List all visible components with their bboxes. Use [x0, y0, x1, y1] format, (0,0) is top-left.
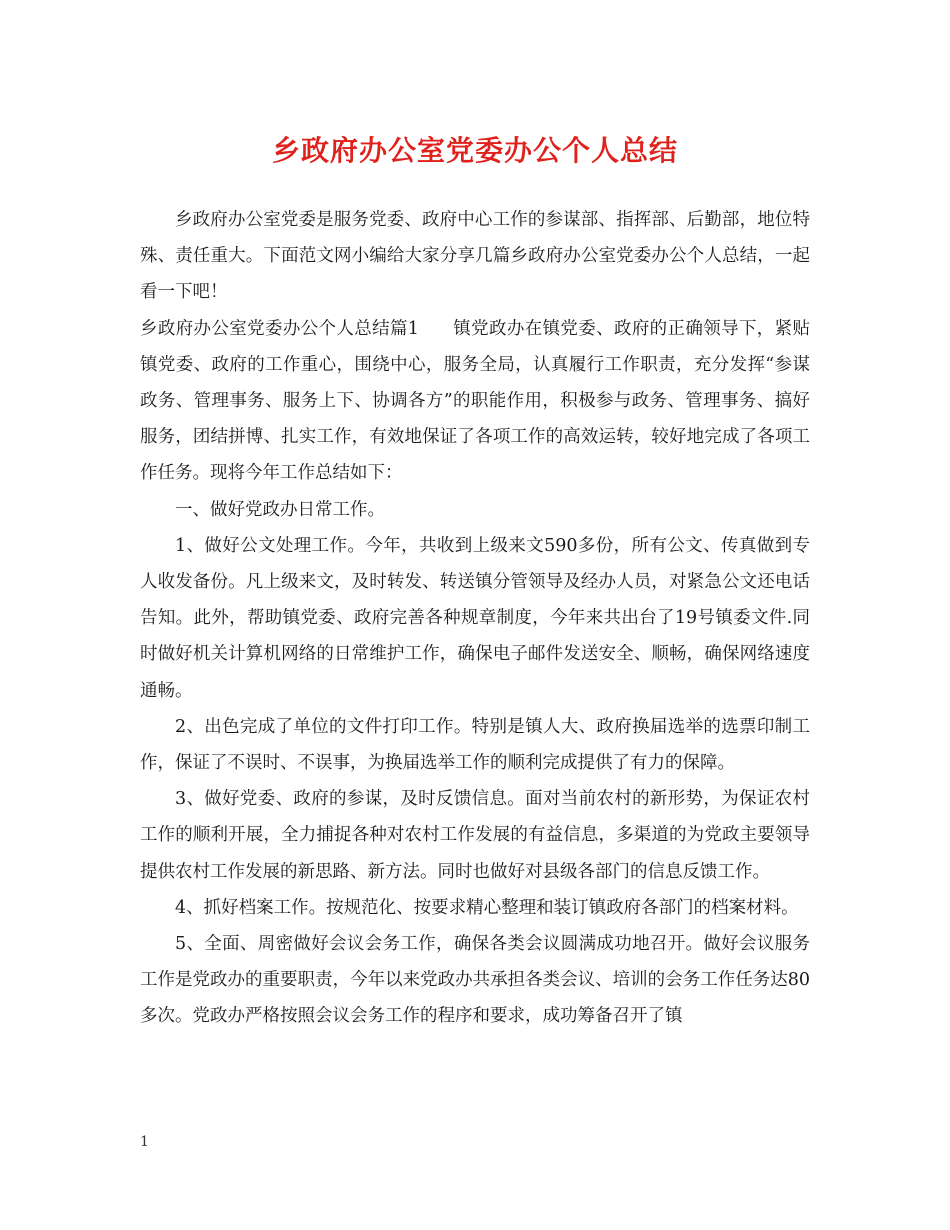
document-body	[140, 202, 810, 1035]
item-4-paragraph: 4、抓好档案工作。按规范化、按要求精心整理和装订镇政府各部门的档案材料。	[175, 897, 799, 918]
page-number: 1	[140, 1134, 149, 1150]
item-3-paragraph: 3、做好党委、政府的参谋，及时反馈信息。面对当前农村的新形势，为保证农村工作的顺利开展，全力捕捉各种对农村工作发展的有益信息，多渠道的为党政主要领导提供农村工作发展的新思路、新方法。同时也做好对县级各部门的信息反馈工作。	[140, 789, 810, 882]
item-5-paragraph: 5、全面、周密做好会议会务工作，确保各类会议圆满成功地召开。做好会议服务工作是党政办的重要职责，今年以来党政办共承担各类会议、培训的会务工作任务达80多次。党政办严格按照会议会务工作的程序和要求，成功筹备召开了镇	[140, 934, 810, 1027]
section-paragraph	[140, 311, 810, 492]
item-2-paragraph: 2、出色完成了单位的文件打印工作。特别是镇人大、政府换届选举的选票印制工作，保证了不误时、不误事，为换届选举工作的顺利完成提供了有力的保障。	[140, 716, 810, 774]
document-title: 乡政府办公室党委办公个人总结	[271, 134, 678, 167]
section-body: 镇党政办在镇党委、政府的正确领导下，紧贴镇党委、政府的工作重心，围绕中心，服务全局，认真履行工作职责，充分发挥“参谋政务、管理事务、服务上下、协调各方”的职能作用，积极参与政务、管理事务、搞好服务，团结拼博、扎实工作，有效地保证了各项工作的高效运转，较好地完成了各项工作任务。现将今年工作总结如下：	[140, 318, 810, 484]
heading-daily-work: 一、做好党政办日常工作。	[175, 499, 385, 520]
item-1-paragraph: 1、做好公文处理工作。今年，共收到上级来文590多份，所有公文、传真做到专人收发备份。凡上级来文，及时转发、转送镇分管领导及经办人员，对紧急公文还电话告知。此外，帮助镇党委、政府完善各种规章制度，今年来共出台了19号镇委文件.同时做好机关计算机网络的日常维护工作，确保电子邮件发送安全、顺畅，确保网络速度通畅。	[140, 535, 810, 701]
intro-paragraph: 乡政府办公室党委是服务党委、政府中心工作的参谋部、指挥部、后勤部，地位特殊、责任重大。下面范文网小编给大家分享几篇乡政府办公室党委办公个人总结，一起看一下吧！	[140, 210, 810, 303]
section-heading: 乡政府办公室党委办公个人总结篇1	[140, 318, 419, 339]
